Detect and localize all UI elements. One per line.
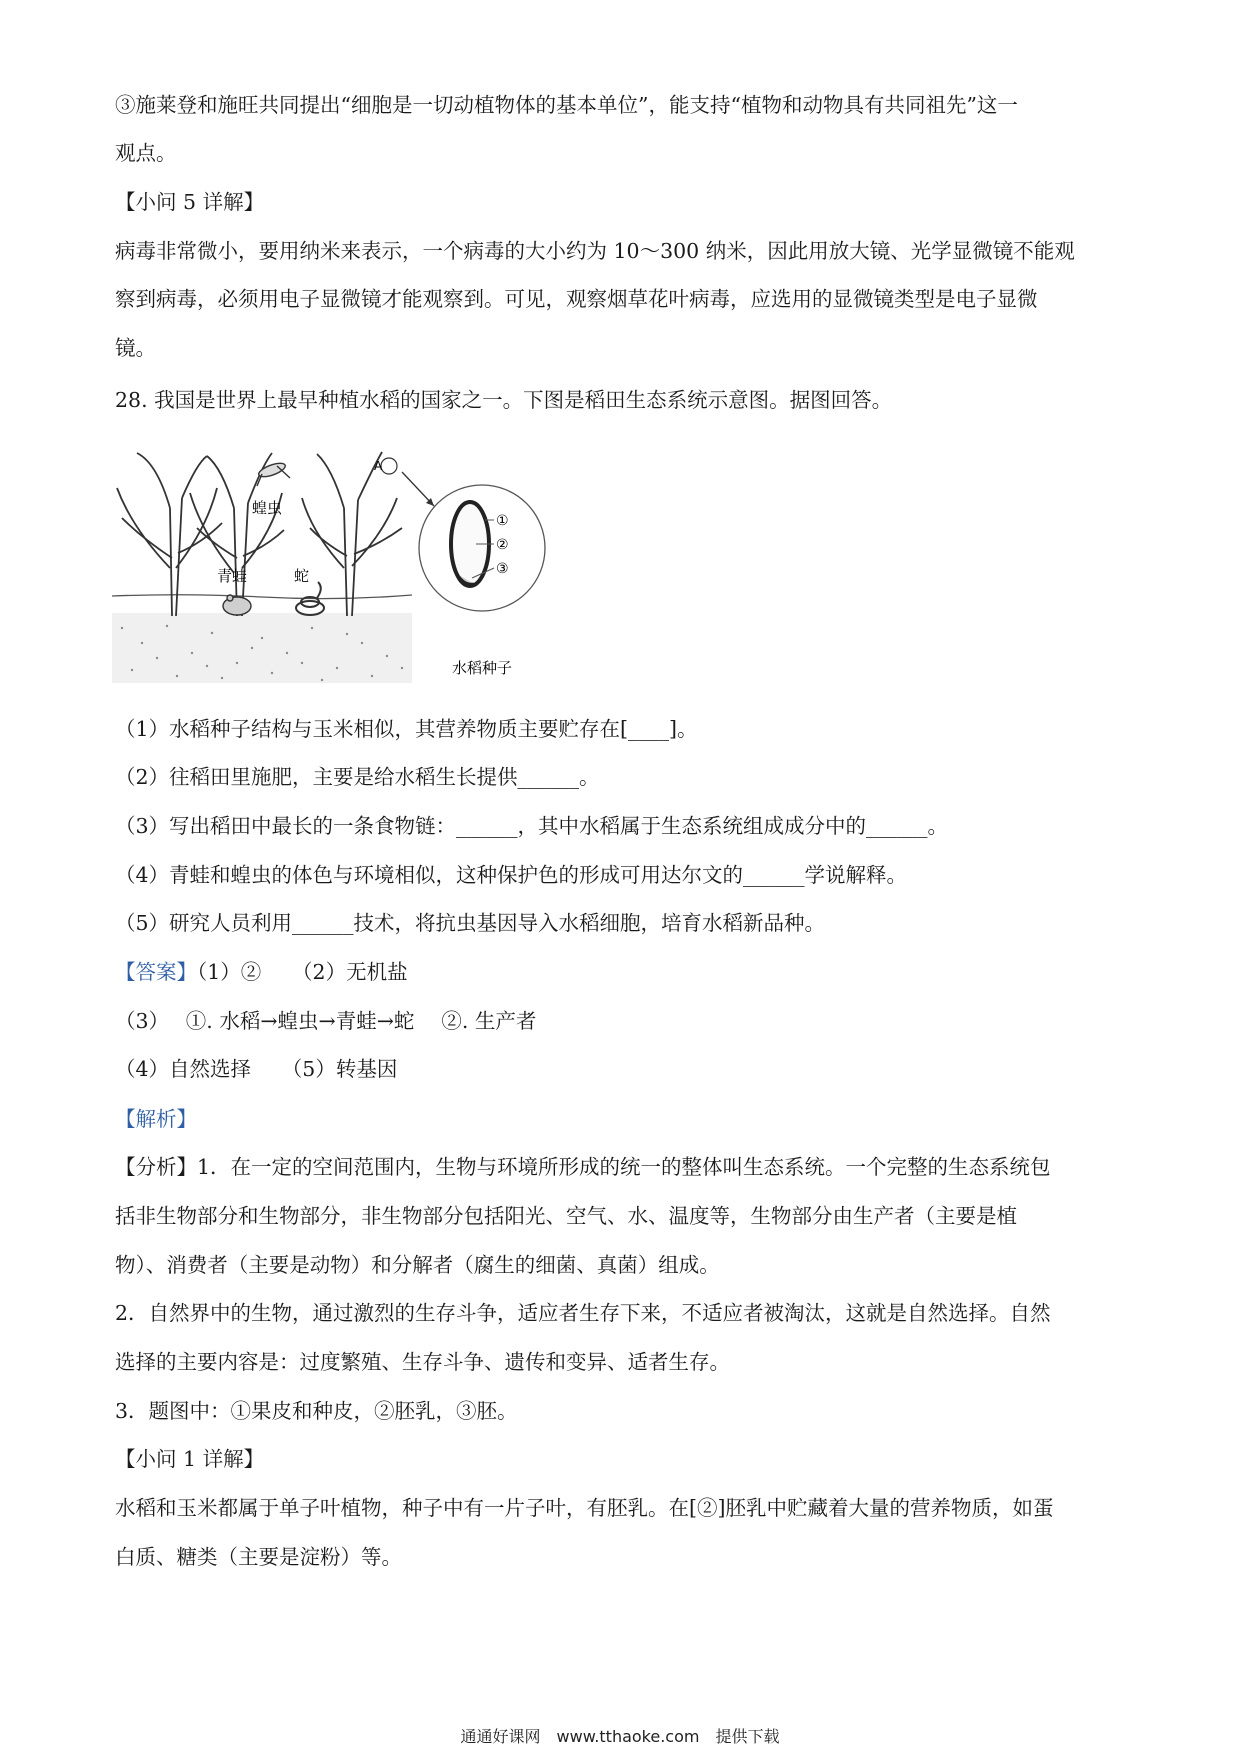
rice-plant: [117, 453, 222, 616]
answer-line: （4）自然选择 （5）转基因: [115, 1057, 398, 1081]
analysis-line: 选择的主要内容是：过度繁殖、生存斗争、遗传和变异、适者生存。: [115, 1350, 730, 1374]
water-line: [112, 595, 412, 599]
seed-part-3: ③: [496, 561, 509, 577]
rice-ecosystem-figure: [112, 448, 612, 688]
analysis-line: 水稻和玉米都属于单子叶植物，种子中有一片子叶，有胚乳。在[②]胚乳中贮藏着大量的营养物质，如蛋: [115, 1496, 1054, 1520]
text-line: 察到病毒，必须用电子显微镜才能观察到。可见，观察烟草花叶病毒，应选用的显微镜类型是电子显微: [115, 287, 1038, 311]
answer-line: [115, 958, 1125, 986]
locust-label: 蝗虫: [252, 499, 283, 517]
answer-text: （1）② （2）无机盐: [197, 960, 408, 984]
footer-link[interactable]: 通通好课网 www.tthaoke.com 提供下载: [460, 1727, 780, 1746]
section-heading: 【小问 5 详解】: [115, 190, 265, 214]
snake-label: 蛇: [294, 567, 310, 585]
a-marker: [381, 458, 397, 474]
text-line: ③施莱登和施旺共同提出“细胞是一切动植物体的基本单位”，能支持“植物和动物具有共同祖先”这一: [115, 93, 1018, 117]
text-line: 病毒非常微小，要用纳米来表示，一个病毒的大小约为 10～300 纳米，因此用放大镜、光学显微镜不能观: [115, 239, 1075, 263]
seed-caption: 水稻种子: [452, 659, 513, 677]
answer-line: （3） ①. 水稻→蝗虫→青蛙→蛇 ②. 生产者: [115, 1009, 537, 1033]
text-line: 镜。: [115, 336, 156, 360]
soil: [112, 613, 412, 683]
frog: [223, 595, 251, 615]
question-title: 28. 我国是世界上最早种植水稻的国家之一。下图是稻田生态系统示意图。据图回答。: [115, 388, 893, 412]
a-label: A: [374, 459, 383, 473]
analysis-line: 白质、糖类（主要是淀粉）等。: [115, 1545, 402, 1569]
question-item: （1）水稻种子结构与玉米相似，其营养物质主要贮存在[____]。: [115, 717, 698, 741]
question-item: （3）写出稻田中最长的一条食物链：______，其中水稻属于生态系统组成成分中的______。: [115, 814, 949, 838]
rice-plant: [302, 452, 402, 616]
frog-label: 青蛙: [217, 567, 248, 585]
rice-plant: [190, 453, 284, 616]
question-item: （2）往稻田里施肥，主要是给水稻生长提供______。: [115, 765, 600, 789]
analysis-line: 物）、消费者（主要是动物）和分解者（腐生的细菌、真菌）组成。: [115, 1253, 720, 1277]
question-item: （4）青蛙和蝗虫的体色与环境相似，这种保护色的形成可用达尔文的______学说解释。: [115, 863, 908, 887]
analysis-line: 【分析】1．在一定的空间范围内，生物与环境所形成的统一的整体叫生态系统。一个完整的生态系统包: [115, 1155, 1051, 1179]
analysis-label: 【解析】: [115, 1107, 197, 1131]
analysis-line: 3．题图中：①果皮和种皮，②胚乳，③胚。: [115, 1399, 518, 1423]
analysis-line: 2．自然界中的生物，通过激烈的生存斗争，适应者生存下来，不适应者被淘汰，这就是自然选择。自然: [115, 1301, 1051, 1325]
analysis-line: 括非生物部分和生物部分，非生物部分包括阳光、空气、水、温度等，生物部分由生产者（主要是植: [115, 1204, 1017, 1228]
text-line: 观点。: [115, 141, 177, 165]
seed-part-1: ①: [496, 513, 509, 529]
seed-part-2: ②: [496, 537, 509, 553]
section-heading: 【小问 1 详解】: [115, 1447, 265, 1471]
question-item: （5）研究人员利用______技术，将抗虫基因导入水稻细胞，培育水稻新品种。: [115, 911, 826, 935]
answer-label: 【答案】: [115, 960, 197, 984]
locust: [257, 461, 290, 486]
